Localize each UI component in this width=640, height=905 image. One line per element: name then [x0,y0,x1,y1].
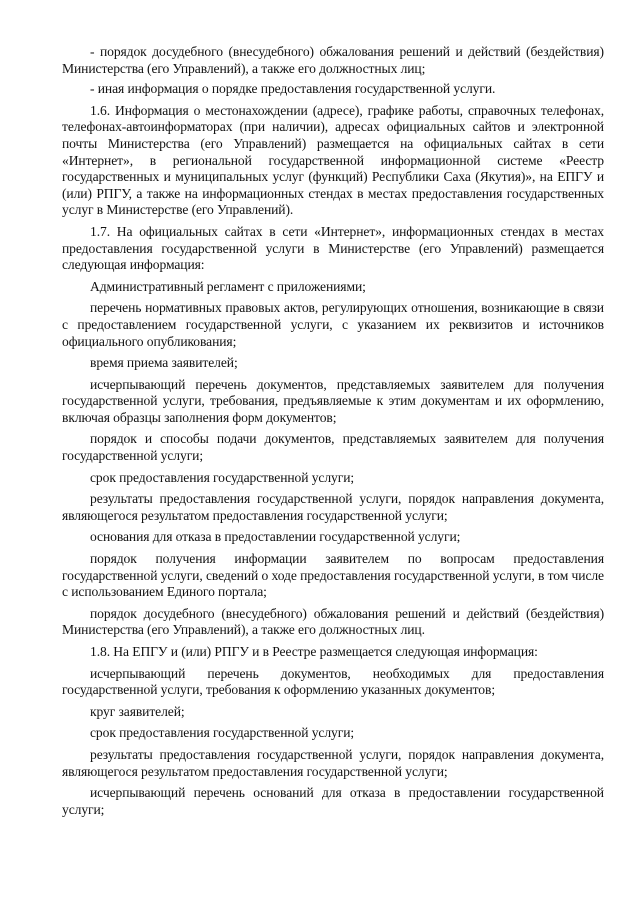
paragraph-1-7: 1.7. На официальных сайтах в сети «Интернет», информационных стендах в местах предоставления государственной услуги в Министерстве (его Управлений) размещается следующая информация: [62,223,604,273]
paragraph-other-info: - иная информация о порядке предоставления государственной услуги. [90,81,496,97]
list-item-service-term-2: срок предоставления государственной услуги; [90,725,355,741]
list-item-information-procedure: порядок получения информации заявителем по вопросам предоставления государственной услуги, сведений о ходе предоставления государственной услуги, в том числе с использованием Единого портала; [62,551,604,600]
list-item-legal-acts: перечень нормативных правовых актов, регулирующих отношения, возникающие в связи с предоставлением государственной услуги, с указанием их реквизитов и источников официального опубликования; [62,300,604,349]
list-item-refusal-grounds: основания для отказа в предоставлении государственной услуги; [90,529,461,545]
list-item-refusal-grounds-list: исчерпывающий перечень оснований для отказа в предоставлении государственной услуги; [62,785,604,817]
list-item-submission-methods: порядок и способы подачи документов, представляемых заявителем для получения государственной услуги; [62,431,604,464]
paragraph-1-8: 1.8. На ЕПГУ и (или) РПГУ и в Реестре размещается следующая информация: [90,644,538,659]
list-item-appeal-procedure: порядок досудебного (внесудебного) обжалования решений и действий (бездействия) Министерства (его Управлений), а также его должностных лиц. [62,605,604,638]
list-item-service-results: результаты предоставления государственной услуги, порядок направления документа, являющегося результатом предоставления государственной услуги; [62,491,604,523]
list-item-required-documents: исчерпывающий перечень документов, необходимых для предоставления государственной услуги, требования к оформлению указанных документов; [62,665,604,698]
list-item-applicants: круг заявителей; [90,703,185,719]
list-item-service-term: срок предоставления государственной услуги; [90,469,355,485]
list-item-regulation: Административный регламент с приложениями; [90,278,366,294]
list-item-service-results-2: результаты предоставления государственной услуги, порядок направления документа, являющегося результатом предоставления государственной услуги; [62,746,604,779]
list-item-documents-list: исчерпывающий перечень документов, представляемых заявителем для получения государственной услуги, требования, предъявляемые к этим документам и их оформлению, включая образцы заполнения форм документов; [62,376,604,425]
list-item-reception-time: время приема заявителей; [90,355,238,371]
paragraph-1-6: 1.6. Информация о местонахождении (адресе), графике работы, справочных телефонах, телефонах-автоинформаторах (при наличии), адресах официальных сайтов и электронной почты Министерства (его Управлений) размещается на официальных сайтах в сети «Интернет», в региональной государственной информационной системе «Реестр государственных и муниципальных услуг (функций) Республики Саха (Якутия)», на ЕПГУ и (или) РПГУ, а также на информационных стендах в местах предоставления государственных услуг в Министерстве (его Управлений). [62,102,604,218]
paragraph-appeal-procedure: - порядок досудебного (внесудебного) обжалования решений и действий (бездействия) Министерства (его Управлений), а также его должностных лиц; [62,44,604,76]
